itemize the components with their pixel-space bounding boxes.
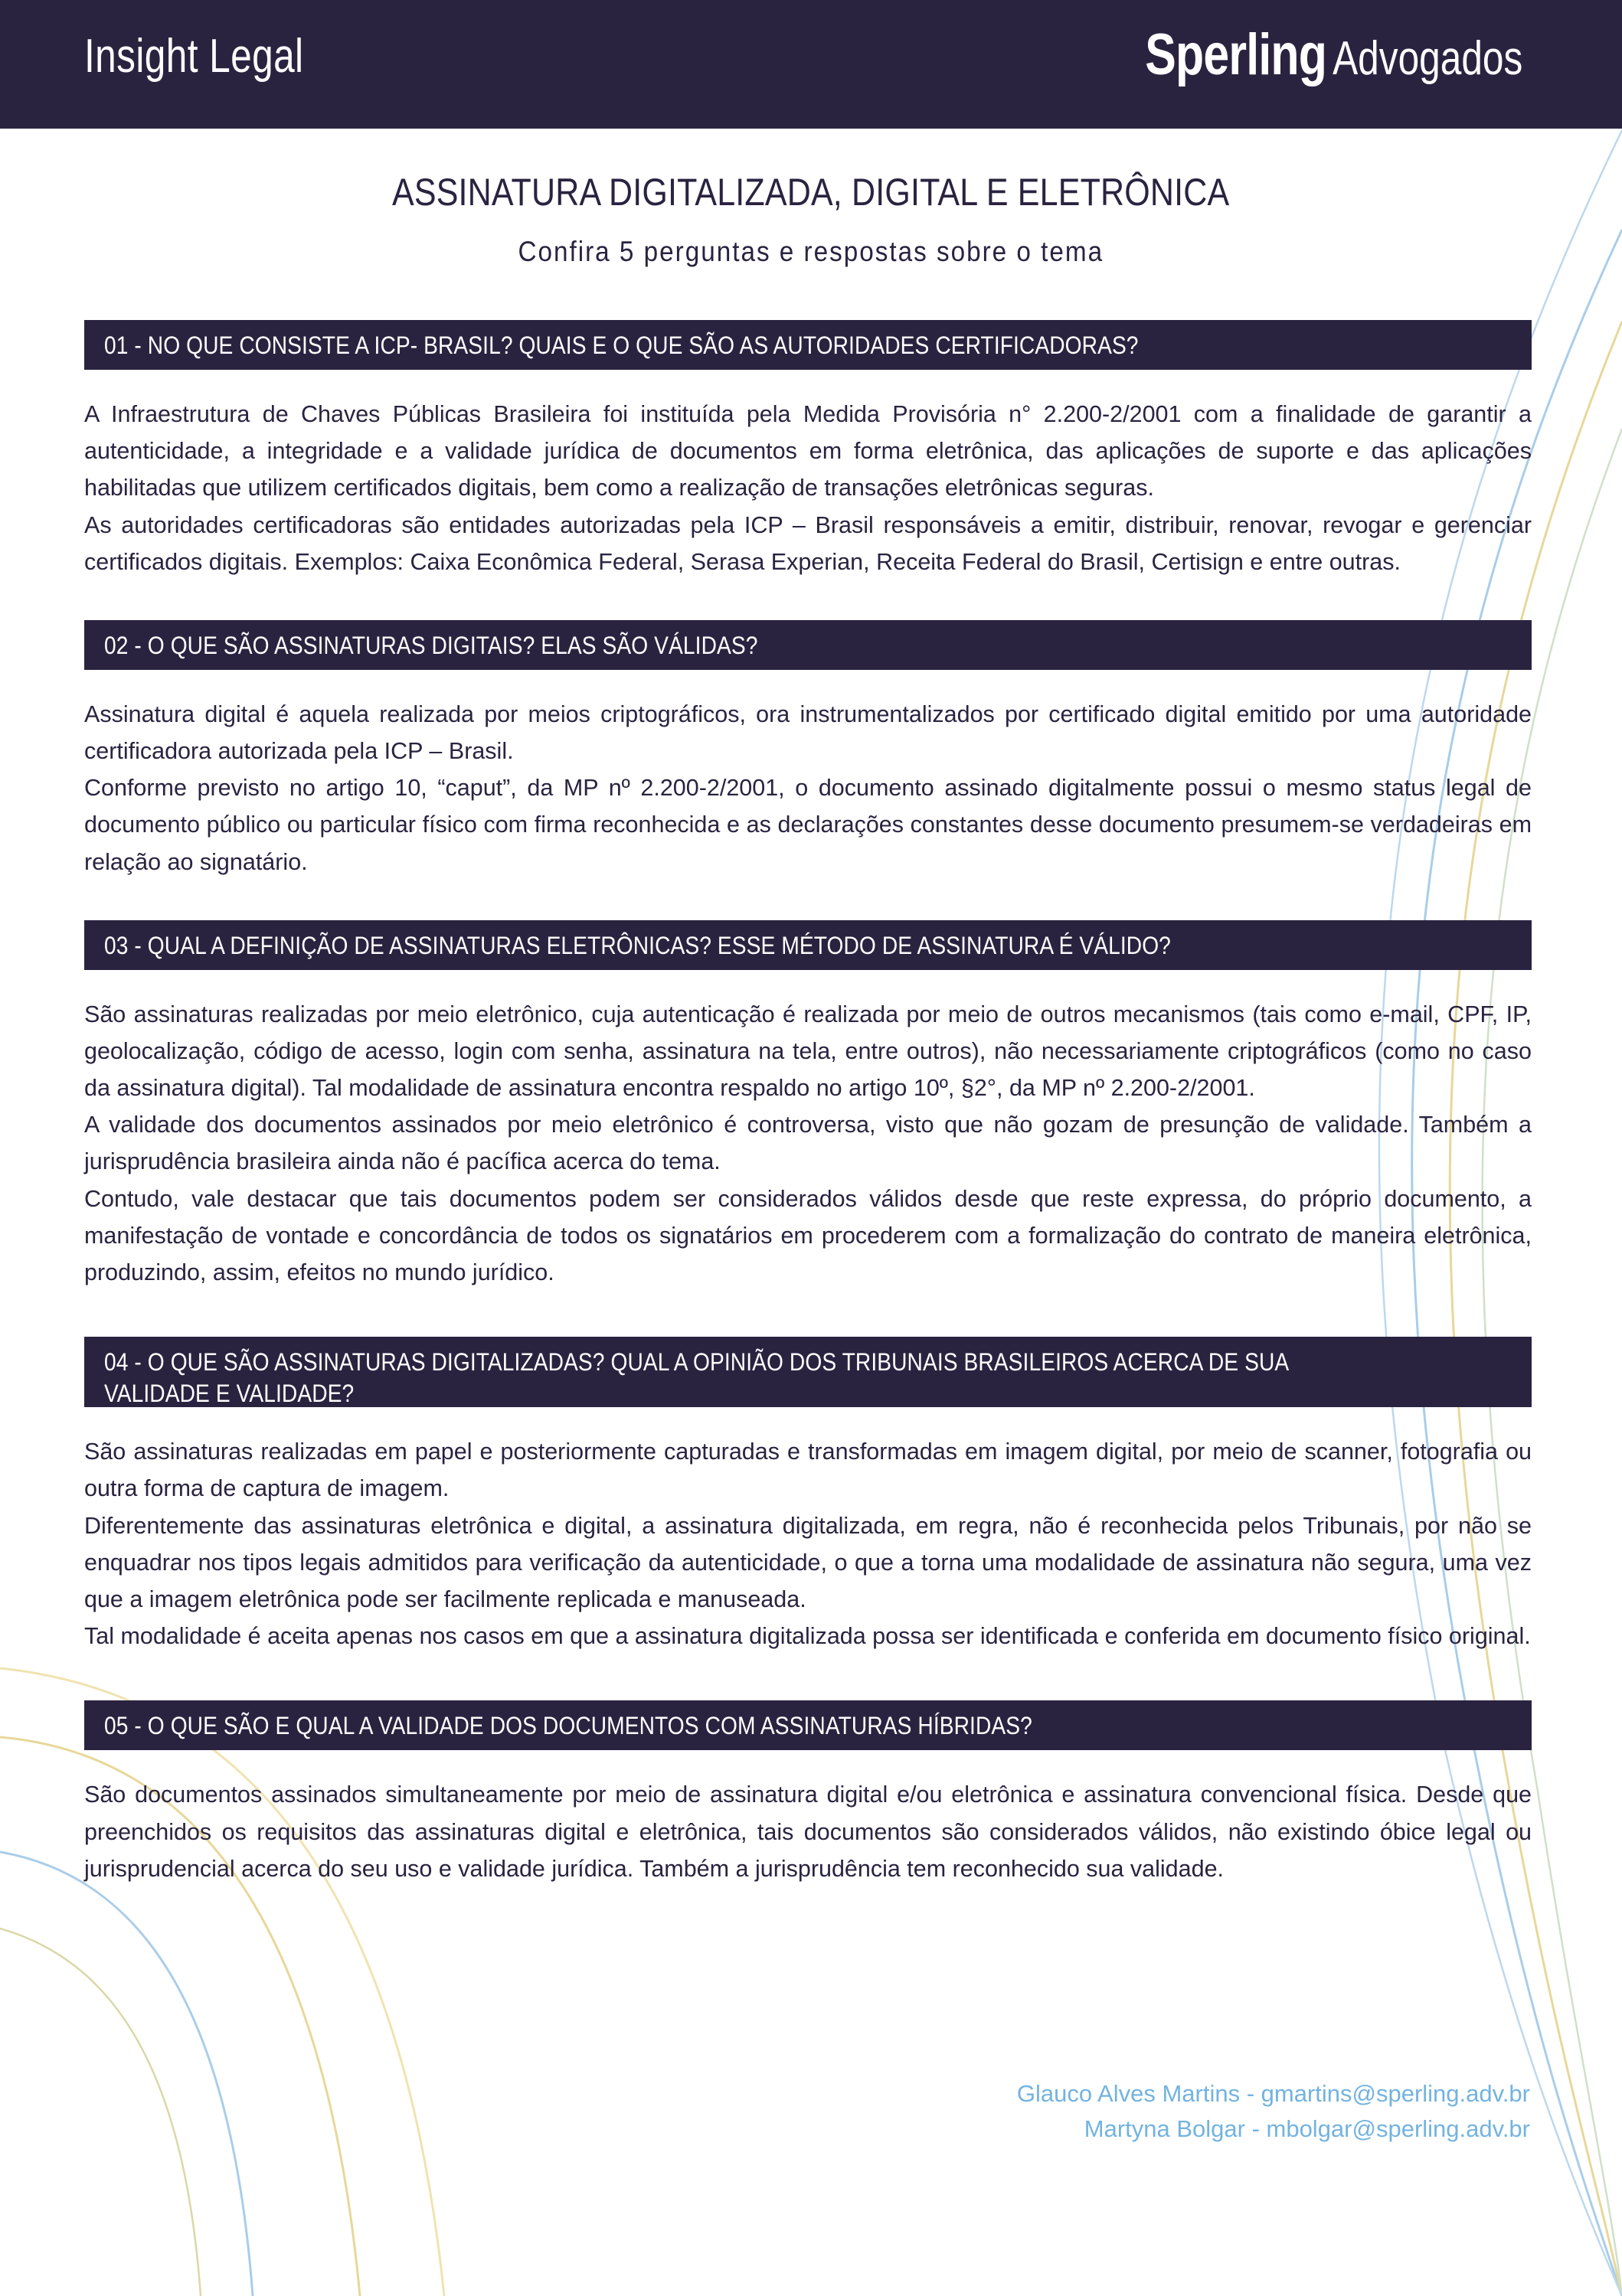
question-heading-03-text: 03 - QUAL A DEFINIÇÃO DE ASSINATURAS ELETRÔNICAS? ESSE MÉTODO DE ASSINATURA É VÁLIDO? <box>104 931 1171 959</box>
page-subtitle <box>0 236 1622 268</box>
spacer <box>84 1654 1532 1700</box>
question-heading-04-text: 04 - O QUE SÃO ASSINATURAS DIGITALIZADAS? QUAL A OPINIÃO DOS TRIBUNAIS BRASILEIROS ACERCA DE SUA VALIDADE E VALIDADE? <box>104 1348 1288 1408</box>
answer-paragraph: A Infraestrutura de Chaves Públicas Brasileira foi instituída pela Medida Provisória n° 2.200-2/2001 com a finalidade de garantir a autenticidade, a integridade e a validade jurídica de documentos em forma eletrônica, das aplicações de suporte e das aplicações habilitadas que utilizem certificados digitais, bem como a realização de transações eletrônicas seguras. <box>84 400 1532 501</box>
insight-legal-text: Insight Legal <box>84 30 304 83</box>
answer-block-01 <box>84 396 1532 580</box>
page-subtitle-text: Confira 5 perguntas e respostas sobre o tema <box>518 236 1104 267</box>
question-heading-02 <box>84 620 1532 670</box>
answer-paragraph: As autoridades certificadoras são entidades autorizadas pela ICP – Brasil responsáveis a emitir, distribuir, renovar, revogar e gerenciar certificados digitais. Exemplos: Caixa Econômica Federal, Serasa Experian, Receita Federal do Brasil, Certisign e entre outras. <box>84 511 1532 575</box>
answer-paragraph: Diferentemente das assinaturas eletrônica e digital, a assinatura digitalizada, em regra, não é reconhecida pelos Tribunais, por não se enquadrar nos tipos legais admitidos para verificação da autenticidade, o que a torna uma modalidade de assinatura não segura, uma vez que a imagem eletrônica pode ser facilmente replicada e manuseada. <box>84 1512 1532 1612</box>
answer-paragraph: Assinatura digital é aquela realizada por meios criptográficos, ora instrumentalizados por certificado digital emitido por uma autoridade certificadora autorizada pela ICP – Brasil. <box>84 701 1532 765</box>
answer-paragraph: Contudo, vale destacar que tais documentos podem ser considerados válidos desde que reste expressa, do próprio documento, a manifestação de vontade e concordância de todos os signatários em procederem com a formalização do contrato de maneira eletrônica, produzindo, assim, efeitos no mundo jurídico. <box>84 1185 1532 1286</box>
answer-paragraph: São assinaturas realizadas por meio eletrônico, cuja autenticação é realizada por meio de outros mecanismos (tais como e-mail, CPF, IP, geolocalização, código de acesso, login com senha, assinatura na tela, entre outros), não necessariamente criptográficos (como no caso da assinatura digital). Tal modalidade de assinatura encontra respaldo no artigo 10º, §2°, da MP nº 2.200-2/2001. <box>84 1001 1532 1102</box>
answer-paragraph: Conforme previsto no artigo 10, “caput”, da MP nº 2.200-2/2001, o documento assinado digitalmente possui o mesmo status legal de documento público ou particular físico com firma reconhecida e as declarações constantes desse documento presumem-se verdadeiras em relação ao signatário. <box>84 775 1532 875</box>
answer-block-04 <box>84 1433 1532 1654</box>
spacer <box>84 880 1532 920</box>
answer-paragraph: Tal modalidade é aceita apenas nos casos em que a assinatura digitalizada possa ser identificada e conferida em documento físico original. <box>84 1623 1531 1650</box>
header-band <box>0 0 1622 129</box>
spacer <box>84 670 1532 696</box>
answer-paragraph: A validade dos documentos assinados por meio eletrônico é controversa, visto que não gozam de presunção de validade. Também a jurisprudência brasileira ainda não é pacífica acerca do tema. <box>84 1112 1532 1175</box>
spacer <box>84 370 1532 396</box>
spacer <box>84 1407 1532 1433</box>
question-heading-05 <box>84 1700 1532 1750</box>
question-heading-01-text: 01 - NO QUE CONSISTE A ICP- BRASIL? QUAIS E O QUE SÃO AS AUTORIDADES CERTIFICADORAS? <box>104 331 1139 359</box>
contact-line[interactable]: Glauco Alves Martins - gmartins@sperling.adv.br <box>1016 2080 1530 2107</box>
question-heading-01 <box>84 320 1532 370</box>
answer-block-02 <box>84 696 1532 880</box>
page-title-text: ASSINATURA DIGITALIZADA, DIGITAL E ELETRÔNICA <box>392 171 1230 214</box>
answer-block-05 <box>84 1776 1532 1887</box>
spacer <box>84 580 1532 620</box>
sperling-wordmark: Sperling <box>1144 22 1326 87</box>
question-heading-03 <box>84 920 1532 970</box>
spacer <box>84 970 1532 996</box>
page-title <box>0 170 1622 214</box>
question-heading-04 <box>84 1337 1532 1407</box>
qa-content <box>84 320 1532 1887</box>
advogados-wordmark: Advogados <box>1332 32 1522 85</box>
spacer <box>84 1750 1532 1776</box>
spacer <box>84 1291 1532 1337</box>
contact-line[interactable]: Martyna Bolgar - mbolgar@sperling.adv.br <box>1084 2115 1530 2142</box>
insight-legal-logo <box>84 29 303 83</box>
answer-block-03 <box>84 996 1532 1292</box>
question-heading-05-text: 05 - O QUE SÃO E QUAL A VALIDADE DOS DOCUMENTOS COM ASSINATURAS HÍBRIDAS? <box>104 1712 1032 1740</box>
question-heading-02-text: 02 - O QUE SÃO ASSINATURAS DIGITAIS? ELAS SÃO VÁLIDAS? <box>104 631 758 659</box>
answer-paragraph: São documentos assinados simultaneamente por meio de assinatura digital e/ou eletrônica e assinatura convencional física. Desde que preenchidos os requisitos das assinaturas digital e eletrônica, tais documentos são considerados válidos, não existindo óbice legal ou jurisprudencial acerca do seu uso e validade jurídica. Também a jurisprudência tem reconhecido sua validade. <box>84 1782 1532 1882</box>
footer-contacts <box>1017 2076 1530 2147</box>
sperling-advogados-logo <box>1145 21 1522 88</box>
answer-paragraph: São assinaturas realizadas em papel e posteriormente capturadas e transformadas em imagem digital, por meio de scanner, fotografia ou outra forma de captura de imagem. <box>84 1439 1532 1502</box>
